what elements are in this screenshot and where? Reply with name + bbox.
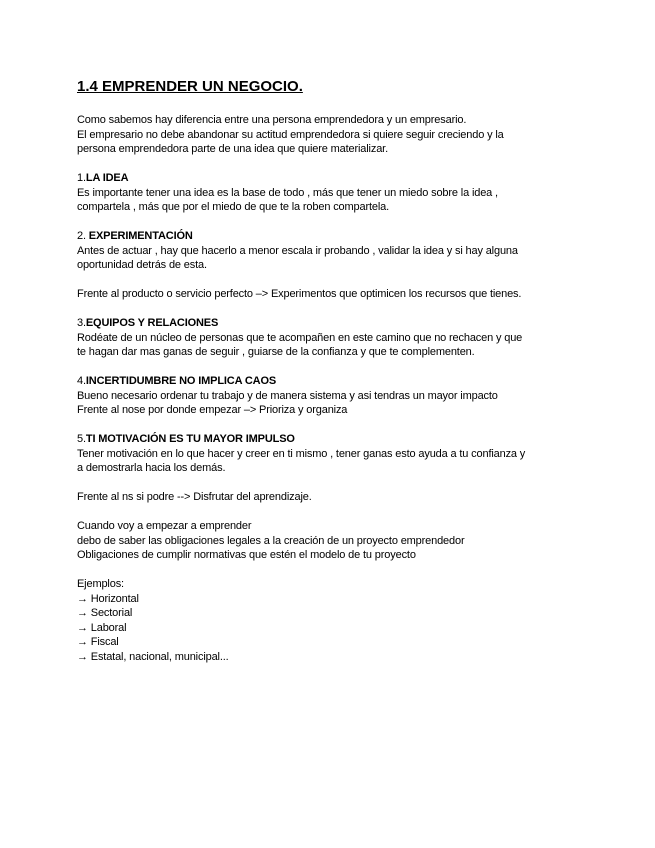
section-title: LA IDEA (85, 172, 129, 184)
section-2-heading (77, 229, 597, 244)
section-4-heading (77, 374, 597, 389)
intro-line: El empresario no debe abandonar su actitud emprendedora si quiere seguir creciendo y la (77, 128, 504, 141)
section-1-heading (77, 171, 597, 186)
section-5-heading (77, 432, 597, 447)
section-number: 4. (77, 375, 86, 387)
closing-line: Cuando voy a empezar a emprender (77, 520, 252, 532)
section-4-line: Frente al nose por donde empezar –> Prioriza y organiza (77, 404, 348, 416)
intro-line: Como sabemos hay diferencia entre una persona emprendedora y un empresario. (77, 114, 467, 126)
examples-label: Ejemplos: (77, 578, 124, 590)
section-2-extra: Frente al producto o servicio perfecto –> Experimentos que optimicen los recursos que tienes. (77, 288, 522, 300)
section-4-line: Bueno necesario ordenar tu trabajo y de manera sistema y asi tendras un mayor impacto (77, 389, 498, 402)
example-item: → Laboral (77, 621, 127, 634)
section-title: EQUIPOS Y RELACIONES (85, 317, 219, 329)
example-item: → Fiscal (77, 636, 119, 648)
section-number: 1. (77, 172, 86, 184)
section-1-line: Es importante tener una idea es la base de todo , más que tener un miedo sobre la idea , (77, 186, 498, 199)
section-number: 3. (77, 317, 86, 329)
example-item: → Sectorial (77, 607, 133, 619)
section-title: EXPERIMENTACIÓN (88, 230, 193, 242)
section-title: INCERTIDUMBRE NO IMPLICA CAOS (85, 375, 277, 387)
section-number: 5. (77, 433, 86, 445)
example-item: → Horizontal (77, 592, 139, 605)
section-3-line: te hagan dar mas ganas de seguir , guiarse de la confianza y que te complementen. (77, 346, 475, 358)
section-3-heading (77, 316, 597, 331)
section-5-extra: Frente al ns si podre --> Disfrutar del aprendizaje. (77, 491, 312, 503)
section-title: TI MOTIVACIÓN ES TU MAYOR IMPULSO (85, 433, 295, 445)
section-5-line: a demostrarla hacia los demás. (77, 462, 226, 474)
document-page (77, 78, 597, 664)
example-item: → Estatal, nacional, municipal... (77, 650, 229, 663)
intro-line: persona emprendedora parte de una idea que quiere materializar. (77, 143, 388, 155)
closing-line: debo de saber las obligaciones legales a la creación de un proyecto emprendedor (77, 534, 465, 547)
closing-line: Obligaciones de cumplir normativas que estén el modelo de tu proyecto (77, 549, 416, 561)
section-3-line: Rodéate de un núcleo de personas que te acompañen en este camino que no rechacen y que (77, 331, 523, 344)
section-number: 2. (77, 230, 89, 242)
section-5-line: Tener motivación en lo que hacer y creer en ti mismo , tener ganas esto ayuda a tu confianza y (77, 447, 526, 460)
document-title: 1.4 EMPRENDER UN NEGOCIO. (77, 78, 303, 95)
section-1-line: compartela , más que por el miedo de que te la roben compartela. (77, 201, 390, 213)
section-2-line: Antes de actuar , hay que hacerlo a menor escala ir probando , validar la idea y si hay alguna (77, 244, 518, 257)
section-2-line: oportunidad detrás de esta. (77, 259, 207, 271)
